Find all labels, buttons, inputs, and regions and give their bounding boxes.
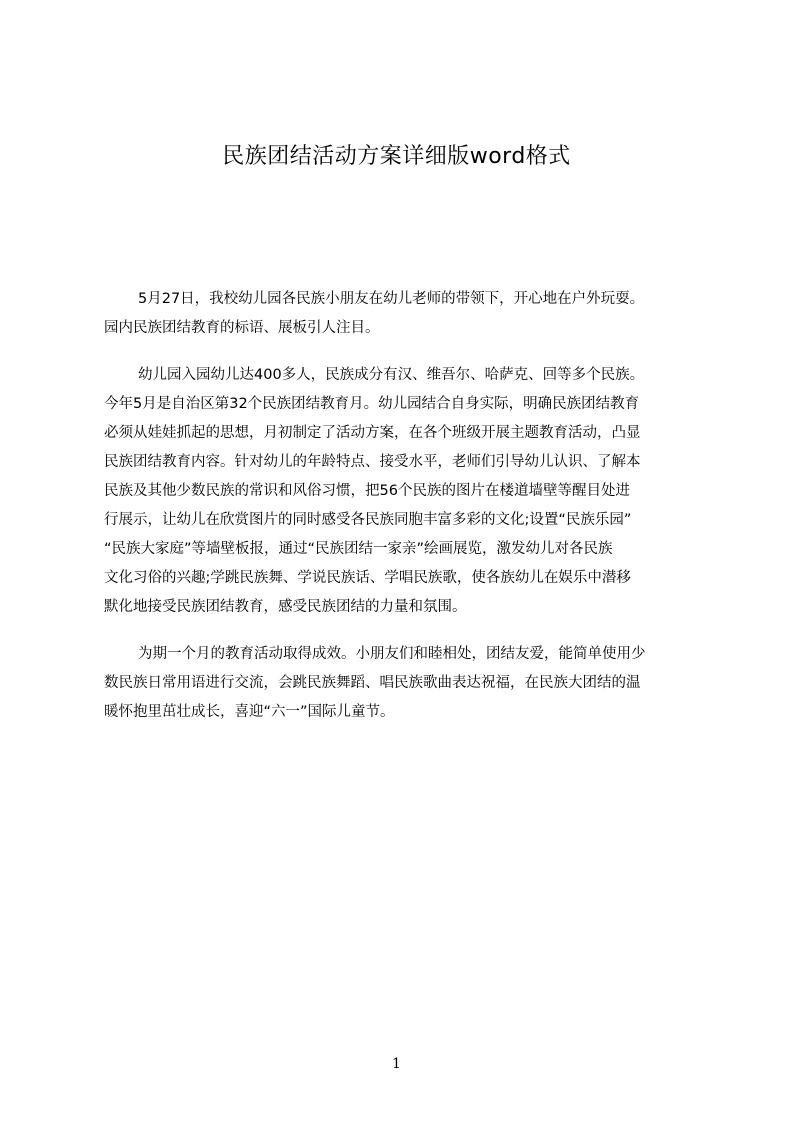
paragraph-3 bbox=[104, 640, 699, 727]
paragraph-line: 幼儿园入园幼儿达400多人，民族成分有汉、维吾尔、哈萨克、回等多个民族。 bbox=[138, 367, 645, 383]
paragraph-line: 园内民族团结教育的标语、展板引人注目。 bbox=[104, 320, 380, 336]
paragraph-line: 默化地接受民族团结教育，感受民族团结的力量和氛围。 bbox=[104, 599, 467, 615]
paragraph-line: “民族大家庭”等墙壁板报，通过“民族团结一家亲”绘画展览，激发幼儿对各民族 bbox=[104, 541, 613, 557]
paragraph-line: 今年5月是自治区第32个民族团结教育月。幼儿园结合自身实际，明确民族团结教育 bbox=[104, 396, 640, 412]
paragraph-line: 5月27日，我校幼儿园各民族小朋友在幼儿老师的带领下，开心地在户外玩耍。 bbox=[138, 291, 645, 307]
paragraph-line: 民族团结教育内容。针对幼儿的年龄特点、接受水平，老师们引导幼儿认识、了解本 bbox=[104, 454, 641, 470]
paragraph-line: 文化习俗的兴趣;学跳民族舞、学说民族话、学唱民族歌，使各族幼儿在娱乐中潜移 bbox=[104, 570, 631, 586]
paragraph-1 bbox=[104, 285, 699, 343]
paragraph-2 bbox=[104, 361, 699, 622]
paragraph-line: 必须从娃娃抓起的思想，月初制定了活动方案，在各个班级开展主题教育活动，凸显 bbox=[104, 425, 641, 441]
paragraph-line: 数民族日常用语进行交流，会跳民族舞蹈、唱民族歌曲表达祝福，在民族大团结的温 bbox=[104, 675, 641, 691]
paragraph-line: 民族及其他少数民族的常识和风俗习惯，把56个民族的图片在楼道墙壁等醒目处进 bbox=[104, 483, 630, 499]
document-title: 民族团结活动方案详细版word格式 bbox=[222, 144, 571, 169]
paragraph-line: 行展示，让幼儿在欣赏图片的同时感受各民族同胞丰富多彩的文化;设置“民族乐园” bbox=[104, 512, 632, 528]
document-body bbox=[104, 285, 699, 745]
paragraph-line: 暖怀抱里茁壮成长，喜迎“六一”国际儿童节。 bbox=[104, 704, 395, 720]
page-number: 1 bbox=[392, 1056, 401, 1072]
paragraph-line: 为期一个月的教育活动取得成效。小朋友们和睦相处，团结友爱，能简单使用少 bbox=[138, 646, 646, 662]
